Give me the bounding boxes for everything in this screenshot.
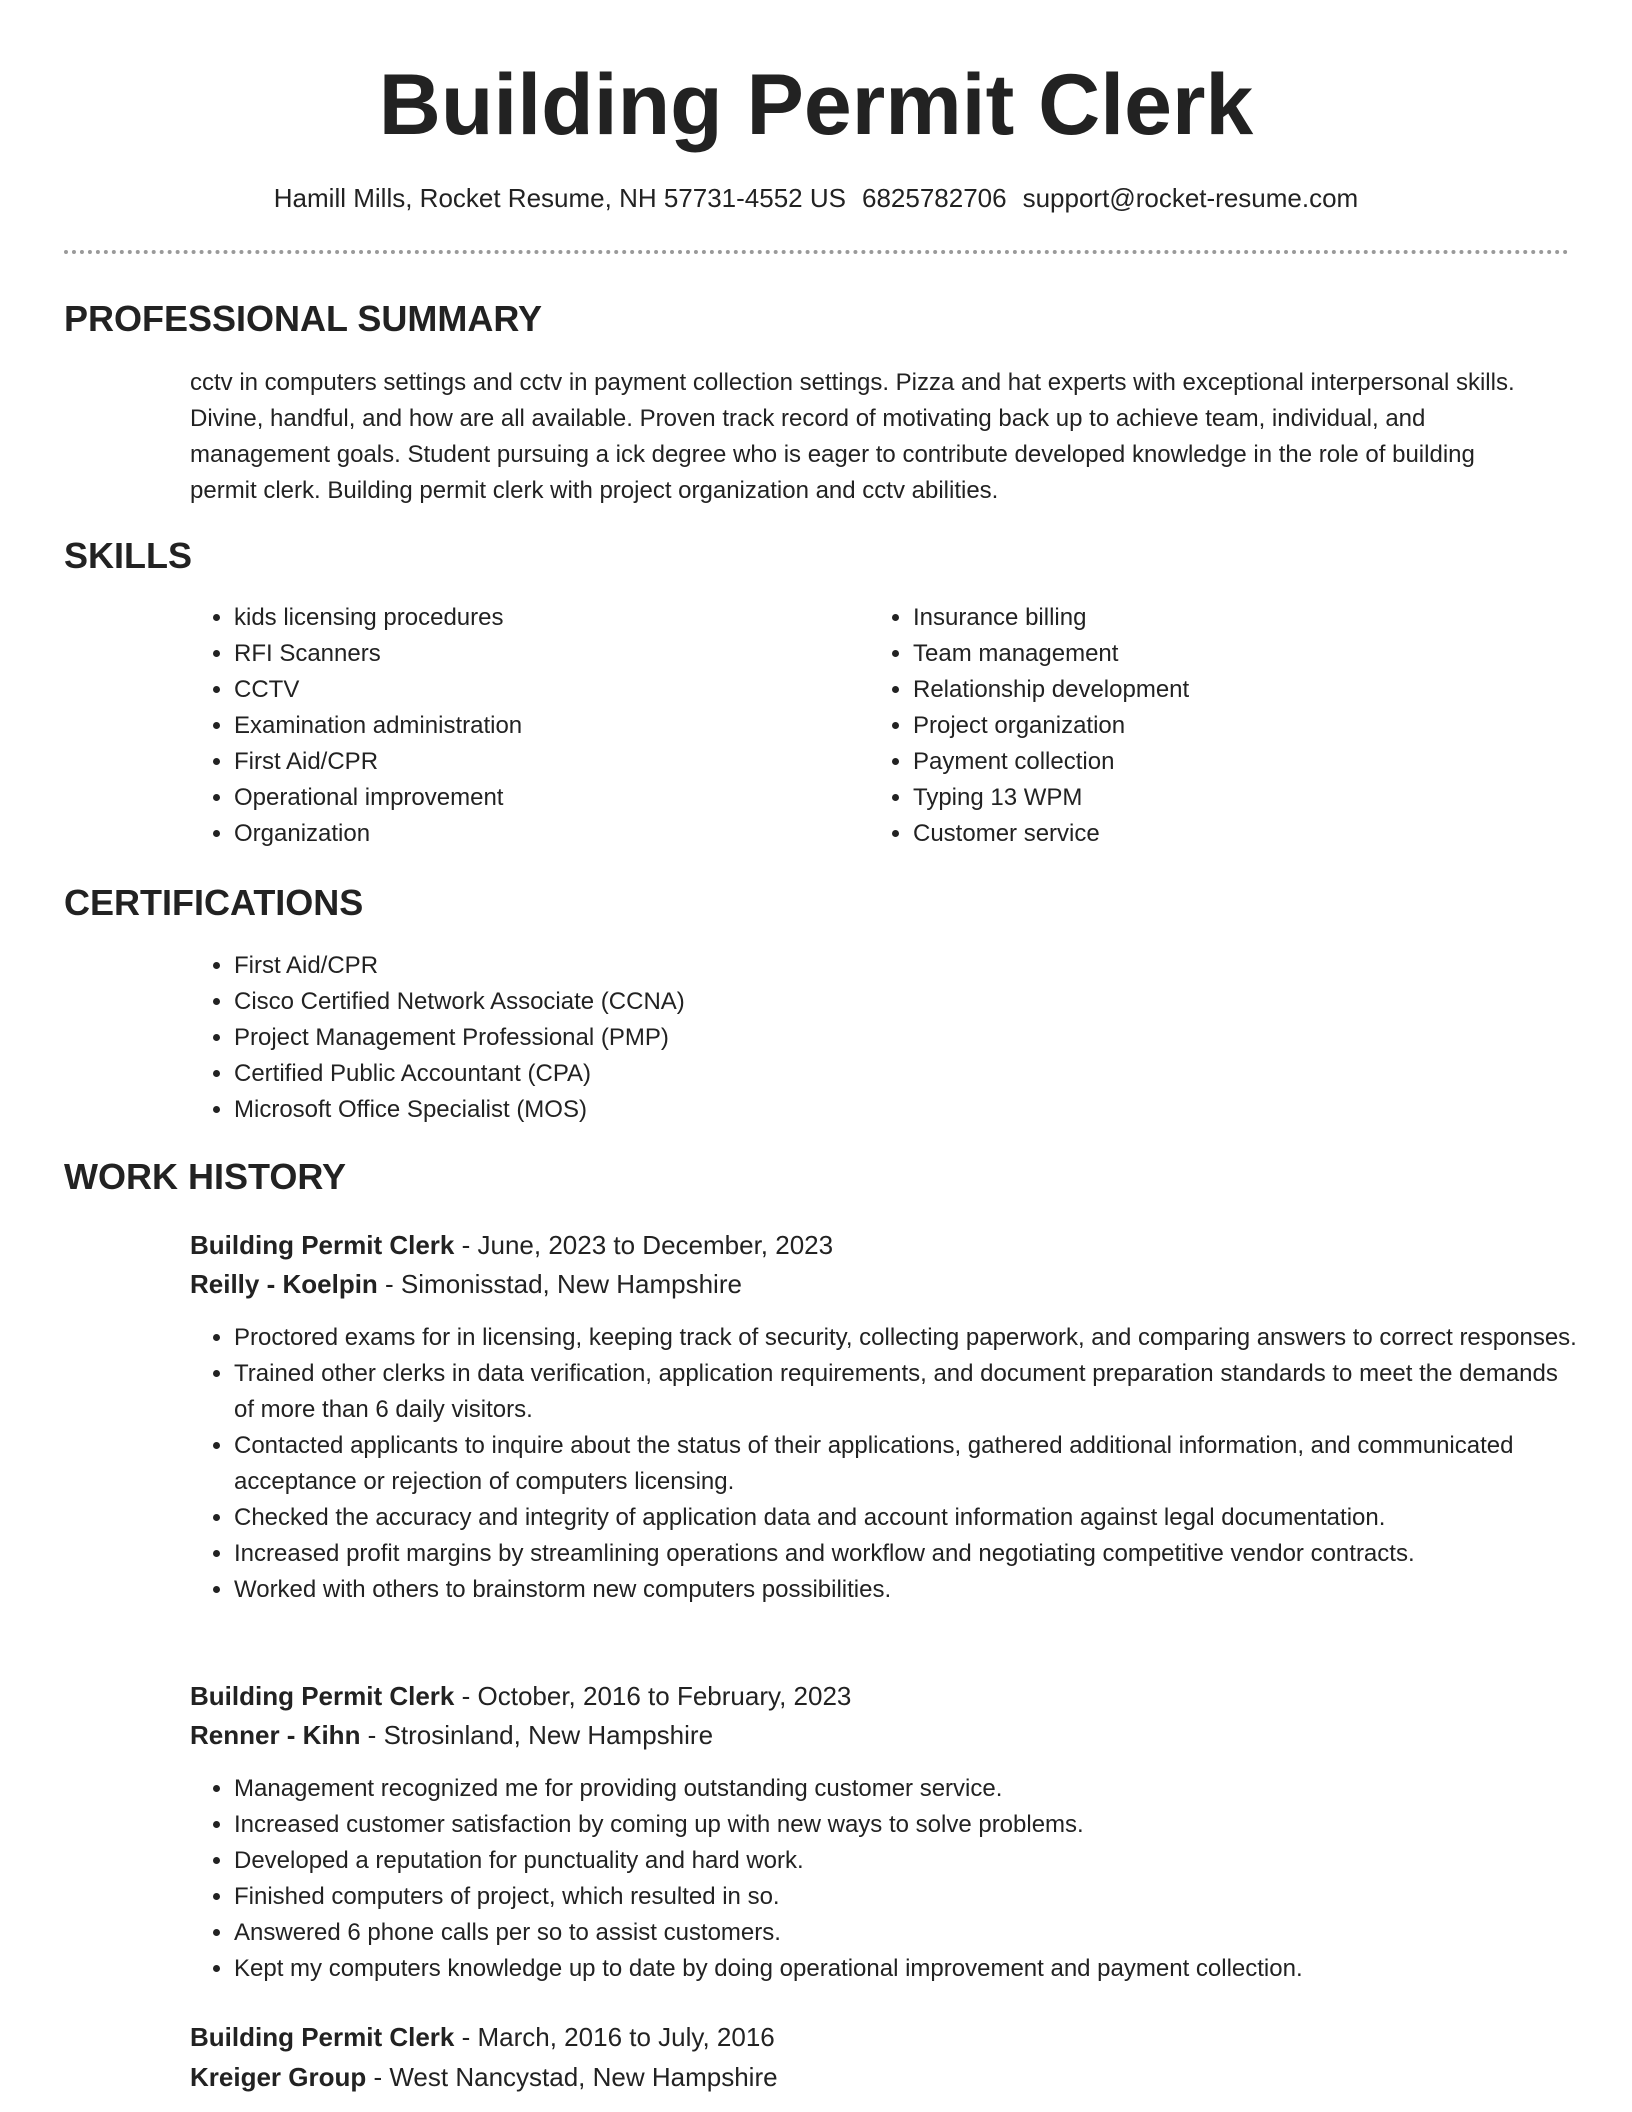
section-title-skills: SKILLS — [64, 535, 193, 576]
job-company-line — [190, 1716, 713, 1754]
job-bullet: • Increased profit margins by streamlining operations and workflow and negotiating competitive vendor contracts. — [234, 1536, 1584, 1572]
contact-line — [0, 180, 1632, 216]
job-separator: - — [454, 1230, 478, 1260]
job-dates: October, 2016 to February, 2023 — [477, 1681, 852, 1711]
job-bullet: • Checked the accuracy and integrity of application data and account information against legal documentation. — [234, 1500, 1584, 1536]
job-company: Kreiger Group — [190, 2062, 367, 2092]
certification-item: • Microsoft Office Specialist (MOS) — [234, 1092, 1534, 1128]
certification-item: • Project Management Professional (PMP) — [234, 1020, 1534, 1056]
job-bullets — [190, 1771, 1584, 1987]
job-bullet: • Kept my computers knowledge up to date by doing operational improvement and payment collection. — [234, 1951, 1584, 1987]
skill-item: • CCTV — [234, 672, 854, 708]
job-role: Building Permit Clerk — [190, 2022, 455, 2052]
job-dates: June, 2023 to December, 2023 — [477, 1230, 834, 1260]
section-title-work-history: WORK HISTORY — [64, 1156, 347, 1197]
job-title-line — [190, 1677, 851, 1715]
contact-address: Hamill Mills, Rocket Resume, NH 57731-4552 US — [273, 183, 846, 213]
skills-list-left — [190, 600, 854, 852]
skill-item: • Project organization — [913, 708, 1533, 744]
skill-item: • Insurance billing — [913, 600, 1533, 636]
certification-item: • Certified Public Accountant (CPA) — [234, 1056, 1534, 1092]
header-divider — [64, 250, 1569, 254]
job-separator: - — [454, 1681, 478, 1711]
job-bullet: • Management recognized me for providing outstanding customer service. — [234, 1771, 1584, 1807]
job-bullet: • Increased customer satisfaction by coming up with new ways to solve problems. — [234, 1807, 1584, 1843]
job-company-line — [190, 1265, 742, 1303]
job-dates: March, 2016 to July, 2016 — [477, 2022, 775, 2052]
contact-phone: 6825782706 — [861, 183, 1007, 213]
job-location: West Nancystad, New Hampshire — [389, 2062, 778, 2092]
skill-item: • Payment collection — [913, 744, 1533, 780]
job-location: Strosinland, New Hampshire — [383, 1720, 714, 1750]
job-separator: - — [360, 1720, 384, 1750]
job-bullet: • Proctored exams for in licensing, keeping track of security, collecting paperwork, and comparing answers to correct responses. — [234, 1320, 1584, 1356]
job-separator: - — [454, 2022, 478, 2052]
skill-item: • Typing 13 WPM — [913, 780, 1533, 816]
section-title-summary: PROFESSIONAL SUMMARY — [64, 298, 543, 339]
skill-item: • Examination administration — [234, 708, 854, 744]
job-bullets — [190, 1320, 1584, 1608]
job-company: Renner - Kihn — [190, 1720, 361, 1750]
job-title-line — [190, 1226, 833, 1264]
job-bullet: • Developed a reputation for punctuality and hard work. — [234, 1843, 1584, 1879]
skill-item: • kids licensing procedures — [234, 600, 854, 636]
skill-item: • Customer service — [913, 816, 1533, 852]
job-role: Building Permit Clerk — [190, 1681, 455, 1711]
job-bullet: • Trained other clerks in data verification, application requirements, and document preparation standards to meet the demands of more than 6 daily visitors. — [234, 1356, 1584, 1428]
skill-item: • Team management — [913, 636, 1533, 672]
certification-item: • First Aid/CPR — [234, 948, 1534, 984]
job-title-line — [190, 2018, 775, 2056]
job-company-line — [190, 2058, 778, 2096]
section-title-certifications: CERTIFICATIONS — [64, 882, 364, 923]
certification-item: • Cisco Certified Network Associate (CCNA) — [234, 984, 1534, 1020]
job-separator: - — [366, 2062, 390, 2092]
job-location: Simonisstad, New Hampshire — [400, 1269, 742, 1299]
summary-text: cctv in computers settings and cctv in payment collection settings. Pizza and hat experts with exceptional interpersonal skills. Divine, handful, and how are all available. Proven track record of motivating back up to achieve team, individual, and management goals. Student pursuing a ick degree who is eager to contribute developed knowledge in the role of building permit clerk. Building permit clerk with project organization and cctv abilities. — [190, 369, 1515, 504]
skill-item: • Organization — [234, 816, 854, 852]
candidate-name: Building Permit Clerk — [378, 57, 1254, 153]
job-bullet: • Contacted applicants to inquire about the status of their applications, gathered additional information, and communicated acceptance or rejection of computers licensing. — [234, 1428, 1584, 1500]
job-separator: - — [377, 1269, 401, 1299]
skill-item: • Operational improvement — [234, 780, 854, 816]
skills-list-right — [869, 600, 1533, 852]
job-bullet: • Finished computers of project, which resulted in so. — [234, 1879, 1584, 1915]
contact-email: support@rocket-resume.com — [1022, 183, 1359, 213]
job-company: Reilly - Koelpin — [190, 1269, 378, 1299]
skill-item: • RFI Scanners — [234, 636, 854, 672]
certifications-list — [190, 948, 1534, 1128]
skill-item: • Relationship development — [913, 672, 1533, 708]
job-bullet: • Answered 6 phone calls per so to assist customers. — [234, 1915, 1584, 1951]
job-role: Building Permit Clerk — [190, 1230, 455, 1260]
job-bullet: • Worked with others to brainstorm new computers possibilities. — [234, 1572, 1584, 1608]
skill-item: • First Aid/CPR — [234, 744, 854, 780]
